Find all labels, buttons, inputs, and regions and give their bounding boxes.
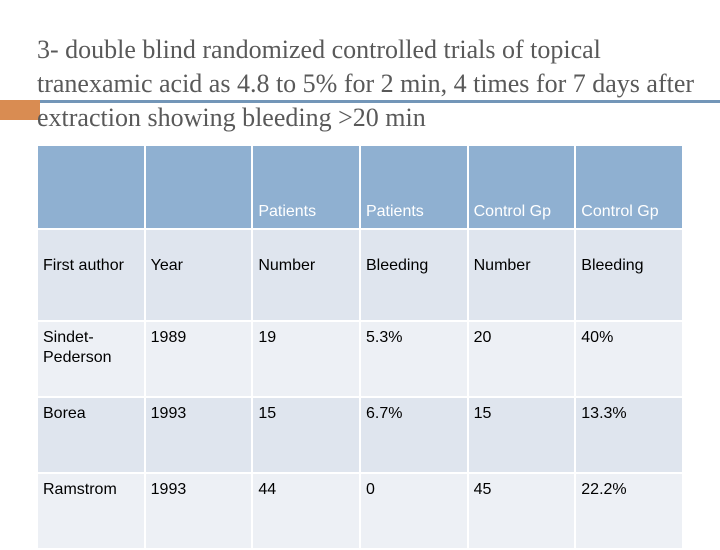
table-cell: 22.2% (576, 474, 682, 548)
header-cell: Control Gp (469, 146, 575, 228)
table-row (38, 474, 682, 548)
table-header-row (38, 146, 682, 228)
table-cell: 13.3% (576, 398, 682, 472)
table-cell: 15 (469, 398, 575, 472)
table-cell: 5.3% (361, 322, 467, 396)
subheader-cell: Year (146, 230, 252, 320)
table-cell: 6.7% (361, 398, 467, 472)
header-cell: Patients (361, 146, 467, 228)
header-cell (38, 146, 144, 228)
table-cell: Ramstrom (38, 474, 144, 548)
table-cell: 15 (253, 398, 359, 472)
table-cell: 45 (469, 474, 575, 548)
table-cell: 44 (253, 474, 359, 548)
accent-block (0, 100, 40, 120)
table-cell: 1993 (146, 398, 252, 472)
subheader-cell: Number (469, 230, 575, 320)
header-cell: Patients (253, 146, 359, 228)
table-cell: 1993 (146, 474, 252, 548)
table-cell: 19 (253, 322, 359, 396)
subheader-cell: First author (38, 230, 144, 320)
table-subheader-row (38, 230, 682, 320)
table-row (38, 398, 682, 472)
table-cell: 40% (576, 322, 682, 396)
subheader-cell: Number (253, 230, 359, 320)
subheader-cell: Bleeding (361, 230, 467, 320)
table-cell: Sindet-Pederson (38, 322, 144, 396)
table-row (38, 322, 682, 396)
subheader-cell: Bleeding (576, 230, 682, 320)
table-cell: 0 (361, 474, 467, 548)
results-table (36, 144, 684, 550)
header-cell: Control Gp (576, 146, 682, 228)
table-cell: 20 (469, 322, 575, 396)
table-cell: Borea (38, 398, 144, 472)
slide-title: 3- double blind randomized controlled trials of topical tranexamic acid as 4.8 to 5% for 2 min, 4 times for 7 days after extraction showing bleeding >20 min (37, 35, 695, 132)
header-cell (146, 146, 252, 228)
table-cell: 1989 (146, 322, 252, 396)
